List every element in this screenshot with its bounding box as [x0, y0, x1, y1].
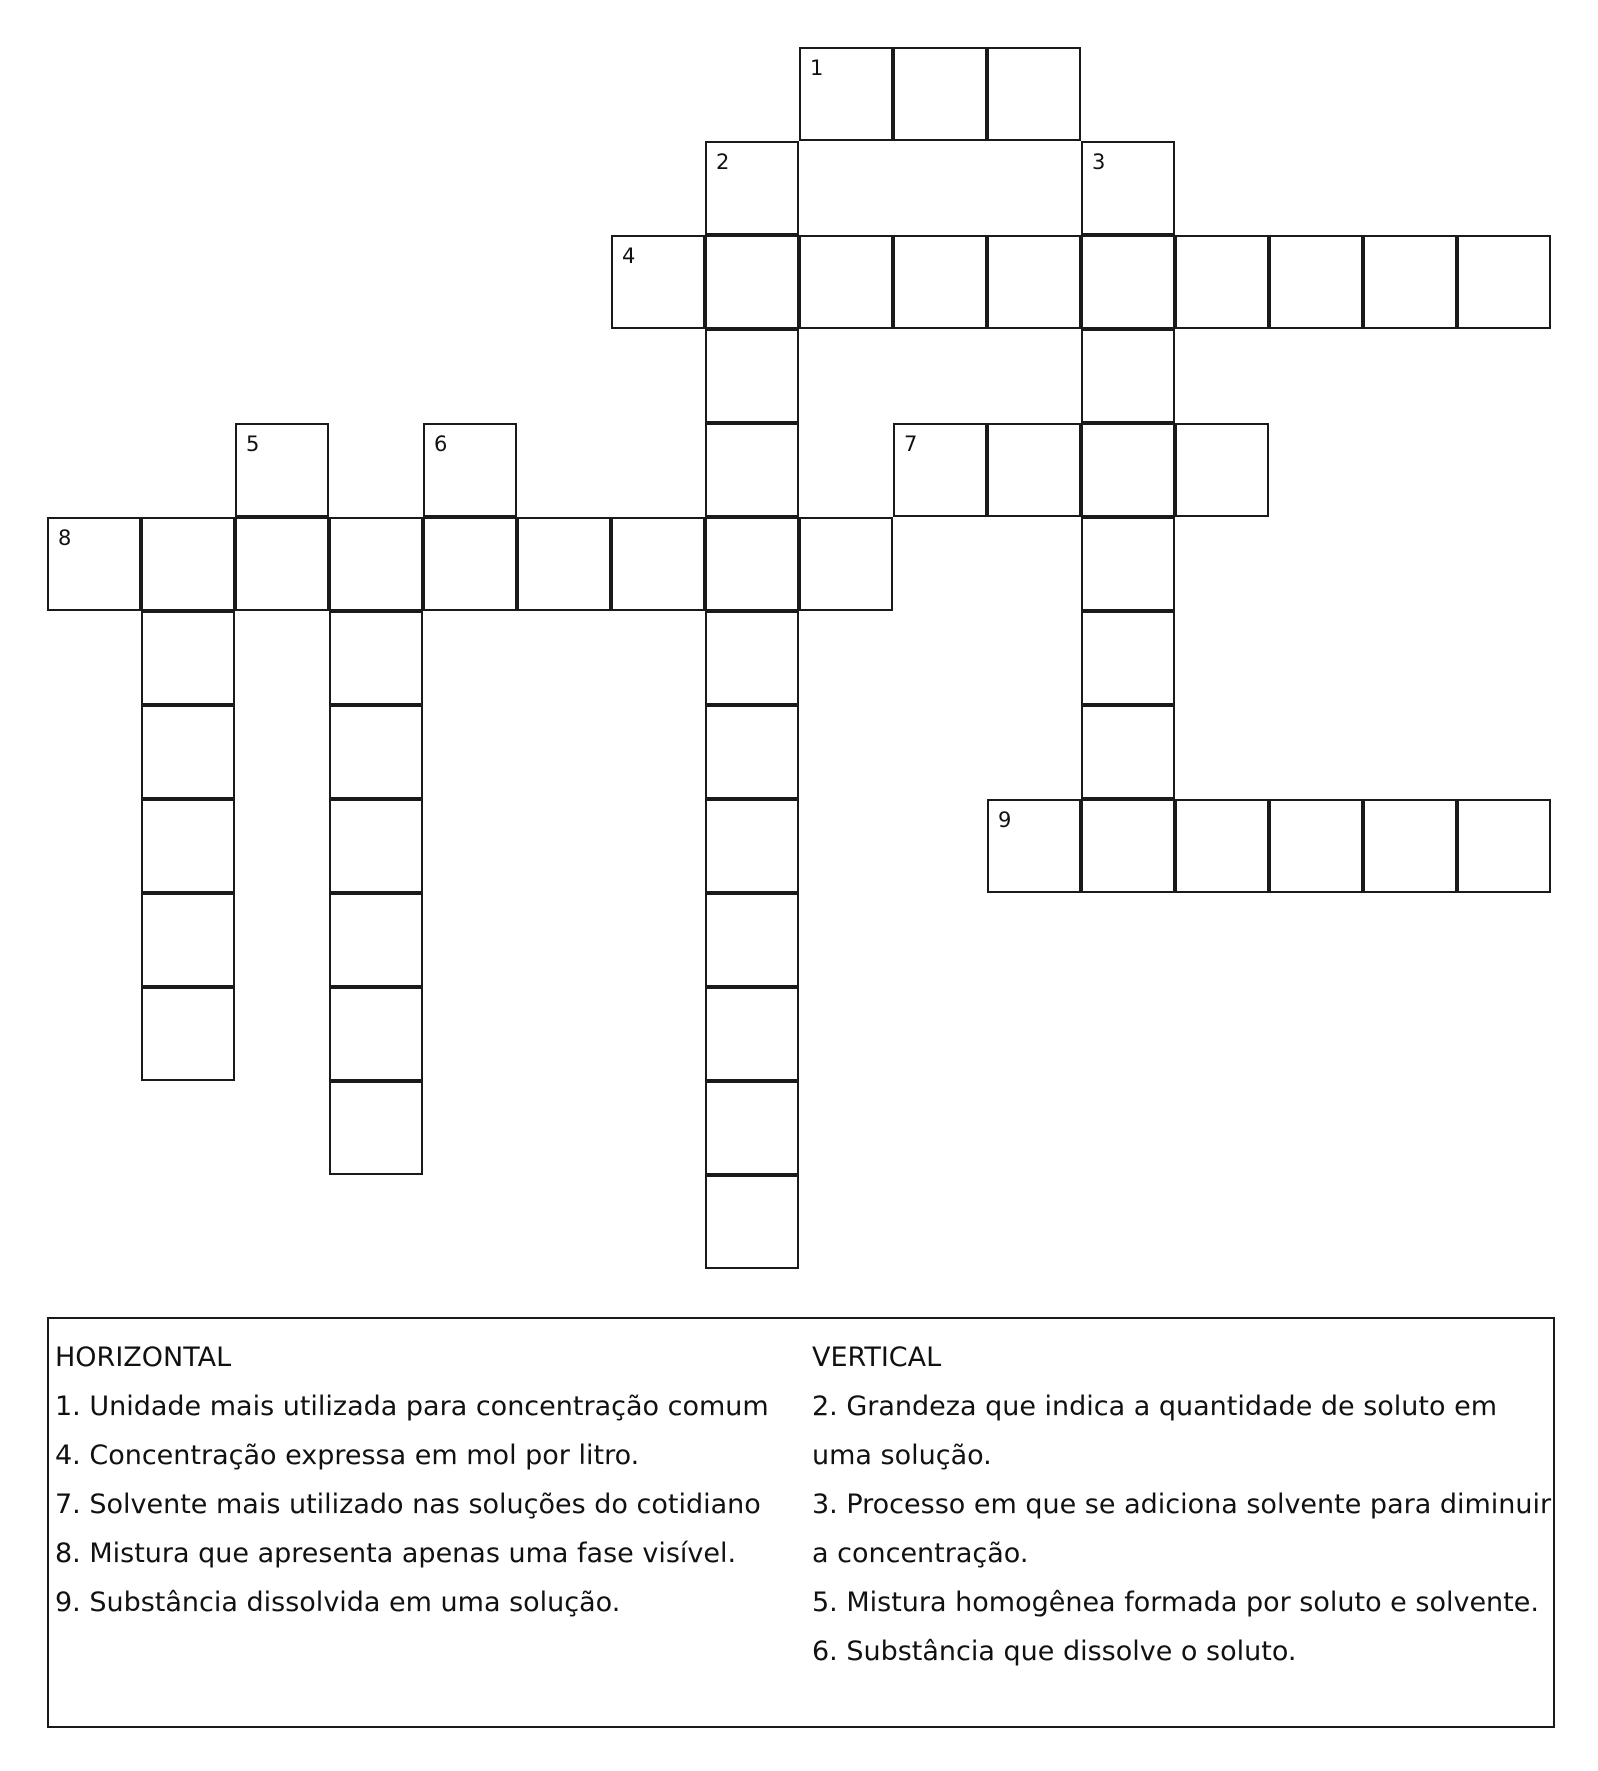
- grid-cell[interactable]: [1457, 799, 1551, 893]
- grid-cell[interactable]: [329, 705, 423, 799]
- grid-cell[interactable]: [987, 423, 1081, 517]
- horizontal-title: HORIZONTAL: [55, 1342, 232, 1373]
- grid-cell[interactable]: [799, 517, 893, 611]
- grid-cell[interactable]: [1363, 799, 1457, 893]
- grid-cell[interactable]: [329, 987, 423, 1081]
- grid-cell[interactable]: [799, 235, 893, 329]
- clue-horizontal-1: 1. Unidade mais utilizada para concentração comum: [55, 1391, 769, 1422]
- grid-cell[interactable]: [1269, 235, 1363, 329]
- grid-cell[interactable]: [141, 517, 235, 611]
- grid-cell[interactable]: [1175, 799, 1269, 893]
- horizontal-clues: [55, 1333, 795, 1627]
- clue-vertical-3: 3. Processo em que se adiciona solvente para diminuir a concentração.: [812, 1489, 1552, 1569]
- grid-cell[interactable]: [705, 423, 799, 517]
- grid-cell[interactable]: [235, 517, 329, 611]
- grid-cell[interactable]: [423, 517, 517, 611]
- grid-cell[interactable]: [893, 235, 987, 329]
- grid-cell[interactable]: [1081, 235, 1175, 329]
- clue-number: 2: [716, 150, 730, 174]
- grid-cell[interactable]: [987, 799, 1081, 893]
- clue-number: 3: [1092, 150, 1106, 174]
- grid-cell[interactable]: [517, 517, 611, 611]
- clue-vertical-5: 5. Mistura homogênea formada por soluto e solvente.: [812, 1587, 1539, 1618]
- grid-cell[interactable]: [141, 987, 235, 1081]
- grid-cell[interactable]: [329, 1081, 423, 1175]
- grid-cell[interactable]: [1081, 517, 1175, 611]
- clue-number: 7: [904, 432, 918, 456]
- grid-cell[interactable]: [141, 611, 235, 705]
- grid-cell[interactable]: [329, 517, 423, 611]
- clue-number: 8: [58, 526, 72, 550]
- grid-cell[interactable]: [705, 611, 799, 705]
- grid-cell[interactable]: [1081, 611, 1175, 705]
- clue-number: 4: [622, 244, 636, 268]
- vertical-title: VERTICAL: [812, 1342, 942, 1373]
- grid-cell[interactable]: [235, 423, 329, 517]
- grid-cell[interactable]: [141, 799, 235, 893]
- clue-horizontal-8: 8. Mistura que apresenta apenas uma fase visível.: [55, 1538, 737, 1569]
- grid-cell[interactable]: [893, 47, 987, 141]
- clue-horizontal-9: 9. Substância dissolvida em uma solução.: [55, 1587, 621, 1618]
- grid-cell[interactable]: [705, 1081, 799, 1175]
- grid-cell[interactable]: [1457, 235, 1551, 329]
- clue-vertical-6: 6. Substância que dissolve o soluto.: [812, 1636, 1297, 1667]
- grid-cell[interactable]: [893, 423, 987, 517]
- grid-cell[interactable]: [141, 705, 235, 799]
- clue-number: 1: [810, 56, 824, 80]
- grid-cell[interactable]: [1081, 423, 1175, 517]
- grid-cell[interactable]: [987, 235, 1081, 329]
- grid-cell[interactable]: [1081, 705, 1175, 799]
- grid-cell[interactable]: [611, 235, 705, 329]
- grid-cell[interactable]: [1175, 235, 1269, 329]
- grid-cell[interactable]: [705, 141, 799, 235]
- grid-cell[interactable]: [705, 893, 799, 987]
- clue-number: 9: [998, 808, 1012, 832]
- grid-cell[interactable]: [1175, 423, 1269, 517]
- grid-cell[interactable]: [1081, 329, 1175, 423]
- grid-cell[interactable]: [987, 47, 1081, 141]
- grid-cell[interactable]: [329, 893, 423, 987]
- grid-cell[interactable]: [799, 47, 893, 141]
- grid-cell[interactable]: [705, 799, 799, 893]
- grid-cell[interactable]: [1081, 799, 1175, 893]
- grid-cell[interactable]: [329, 799, 423, 893]
- grid-cell[interactable]: [705, 1175, 799, 1269]
- grid-cell[interactable]: [705, 517, 799, 611]
- clue-number: 5: [246, 432, 260, 456]
- vertical-clues: [812, 1333, 1552, 1676]
- grid-cell[interactable]: [705, 987, 799, 1081]
- grid-cell[interactable]: [705, 329, 799, 423]
- clue-horizontal-4: 4. Concentração expressa em mol por litro.: [55, 1440, 640, 1471]
- grid-cell[interactable]: [611, 517, 705, 611]
- grid-cell[interactable]: [141, 893, 235, 987]
- clue-vertical-2: 2. Grandeza que indica a quantidade de soluto em uma solução.: [812, 1391, 1498, 1471]
- clue-number: 6: [434, 432, 448, 456]
- grid-cell[interactable]: [1081, 141, 1175, 235]
- grid-cell[interactable]: [705, 705, 799, 799]
- grid-cell[interactable]: [705, 235, 799, 329]
- grid-cell[interactable]: [423, 423, 517, 517]
- grid-cell[interactable]: [1363, 235, 1457, 329]
- grid-cell[interactable]: [329, 611, 423, 705]
- clue-horizontal-7: 7. Solvente mais utilizado nas soluções do cotidiano: [55, 1489, 761, 1520]
- grid-cell[interactable]: [47, 517, 141, 611]
- clues-box: [47, 1317, 1555, 1728]
- grid-cell[interactable]: [1269, 799, 1363, 893]
